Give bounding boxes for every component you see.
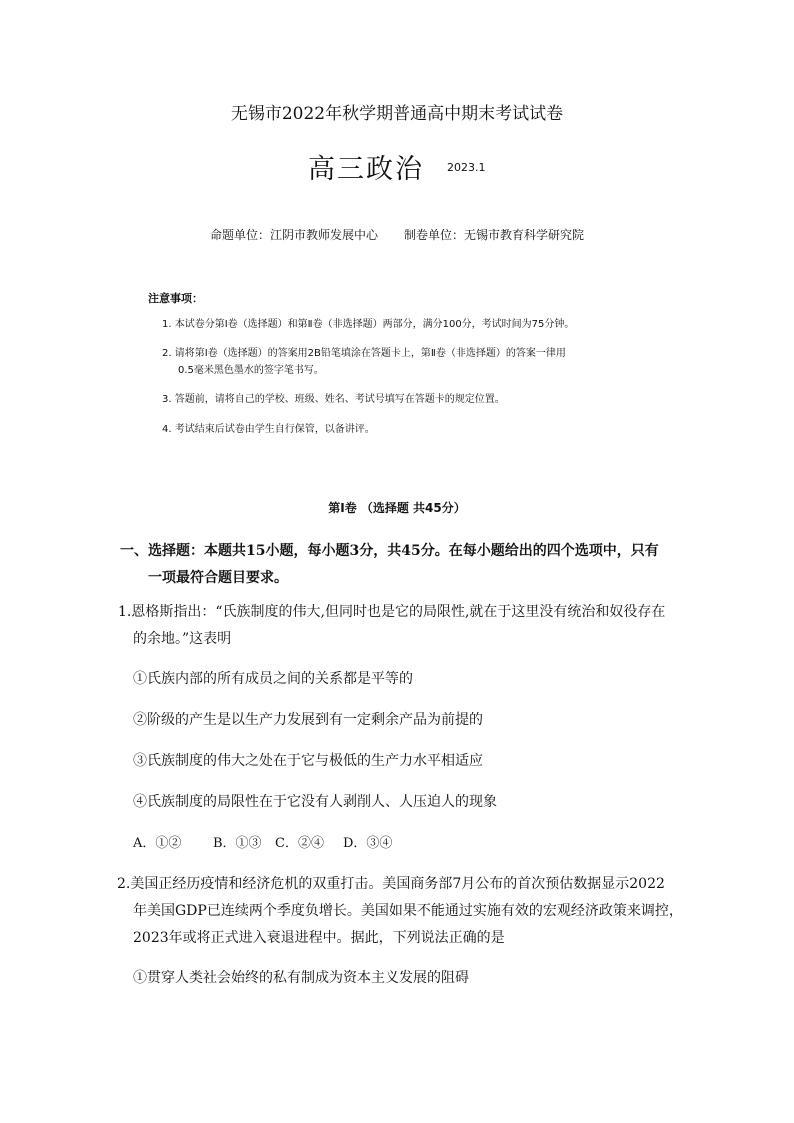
notes-heading: 注意事项： [148,292,203,305]
subject-title: 高三政治 [308,154,424,185]
exam-units [0,226,794,243]
note-item-3: 3. 答题前，请将自己的学校、班级、姓名、考试号填写在答题卡的规定位置。 [162,394,505,405]
producer-unit: 制卷单位：无锡市教育科学研究院 [404,228,585,242]
section-instruction-line2: 一项最符合题目要求。 [148,570,288,586]
question-1-stem-continued: 的余地。”这表明 [133,631,232,647]
question-1-statement-1: ①氏族内部的所有成员之间的关系都是平等的 [133,671,413,687]
exam-title: 无锡市2022年秋学期普通高中期末考试试卷 [230,104,564,124]
exam-date: 2023.1 [447,161,486,174]
choice-d: D．③④ [343,836,393,851]
section-instruction-line1: 一、选择题：本题共15小题，每小题3分，共45分。在每小题给出的四个选项中，只有 [120,543,659,559]
question-2-stem: 2.美国正经历疫情和经济危机的双重打击。美国商务部7月公布的首次预估数据显示2022 [117,876,665,892]
question-2-statement-1: ①贯穿人类社会始终的私有制成为资本主义发展的阻碍 [133,970,469,986]
choice-a: A．①② [133,836,182,851]
note-item-1: 1. 本试卷分第Ⅰ卷（选择题）和第Ⅱ卷（非选择题）两部分，满分100分，考试时间为75分钟。 [162,319,575,330]
part1-heading: 第Ⅰ卷 （选择题 共45分） [328,501,466,515]
question-2-stem-continued-1: 年美国GDP已连续两个季度负增长。美国如果不能通过实施有效的宏观经济政策来调控， [133,903,683,919]
choice-c: C．②④ [275,836,324,851]
question-1-statement-3: ③氏族制度的伟大之处在于它与极低的生产力水平相适应 [133,753,483,769]
question-1-statement-2: ②阶级的产生是以生产力发展到有一定剩余产品为前提的 [133,712,483,728]
question-1-statement-4: ④氏族制度的局限性在于它没有人剥削人、人压迫人的现象 [133,794,497,810]
question-1-stem: 1.恩格斯指出：“氏族制度的伟大,但同时也是它的局限性,就在于这里没有统治和奴役存在 [118,604,666,620]
choice-b: B．①③ [213,836,262,851]
note-item-2-continued: 0.5毫米黑色墨水的签字笔书写。 [178,365,324,376]
note-item-2: 2. 请将第Ⅰ卷（选择题）的答案用2B铅笔填涂在答题卡上，第Ⅱ卷（非选择题）的答案一律用 [162,348,566,359]
proposer-unit: 命题单位：江阴市教师发展中心 [209,228,378,242]
question-2-stem-continued-2: 2023年或将正式进入衰退进程中。据此，下列说法正确的是 [133,930,505,946]
note-item-4: 4. 考试结束后试卷由学生自行保管，以备讲评。 [162,424,375,435]
question-1-choices [133,832,392,851]
